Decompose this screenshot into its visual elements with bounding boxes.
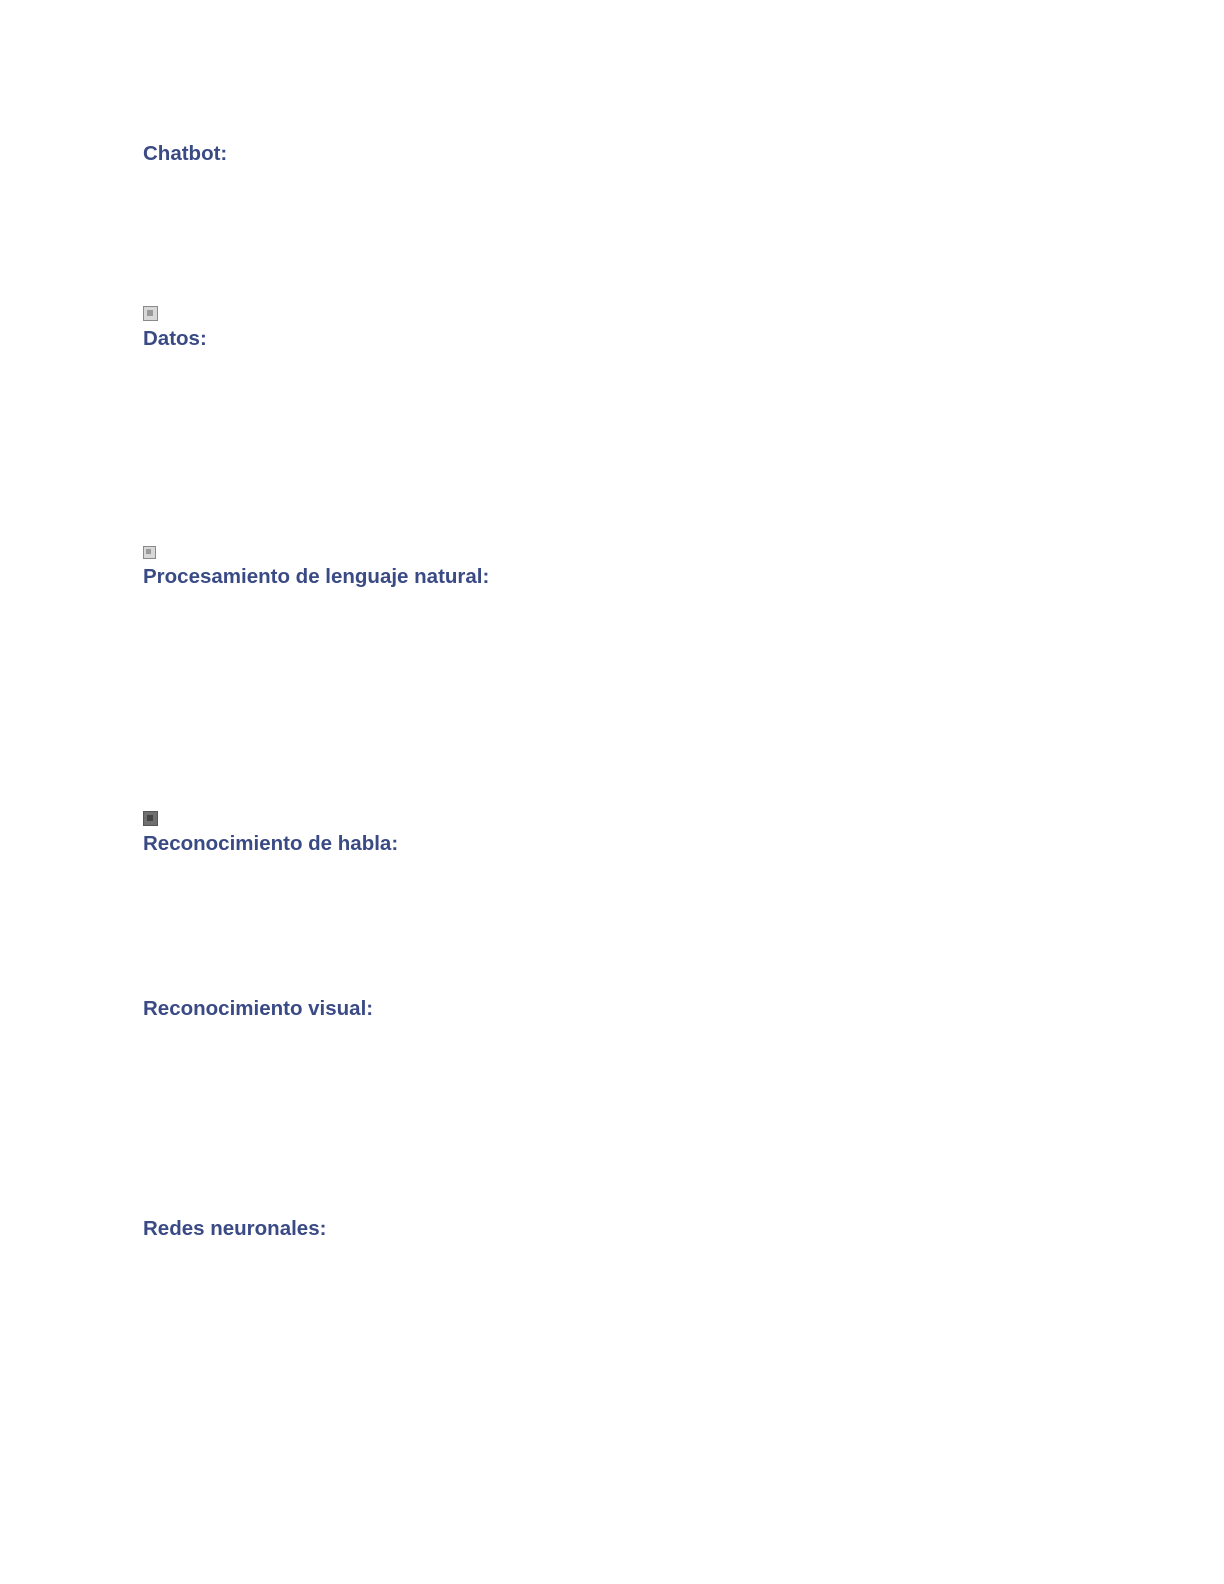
term-label: Reconocimiento de habla: bbox=[143, 832, 399, 855]
section-procesamiento-lenguaje-natural bbox=[143, 546, 1075, 755]
section-chatbot bbox=[143, 140, 1075, 250]
document-body bbox=[143, 140, 1075, 1380]
term-label: Redes neuronales: bbox=[143, 1217, 327, 1240]
paragraph bbox=[143, 140, 1075, 250]
paragraph bbox=[143, 830, 1075, 967]
term-label: Procesamiento de lenguaje natural: bbox=[143, 565, 490, 588]
section-redes-neuronales bbox=[143, 1215, 1075, 1380]
broken-image-icon bbox=[143, 546, 156, 559]
section-datos bbox=[143, 306, 1075, 490]
paragraph bbox=[143, 995, 1075, 1187]
term-label: Chatbot: bbox=[143, 142, 228, 165]
broken-image-icon bbox=[143, 811, 158, 826]
term-label: Datos: bbox=[143, 327, 207, 350]
paragraph bbox=[143, 325, 1075, 490]
paragraph bbox=[143, 1215, 1075, 1380]
section-reconocimiento-habla bbox=[143, 811, 1075, 967]
term-label: Reconocimiento visual: bbox=[143, 997, 374, 1020]
paragraph bbox=[143, 563, 1075, 755]
broken-image-icon bbox=[143, 306, 158, 321]
section-reconocimiento-visual bbox=[143, 995, 1075, 1187]
